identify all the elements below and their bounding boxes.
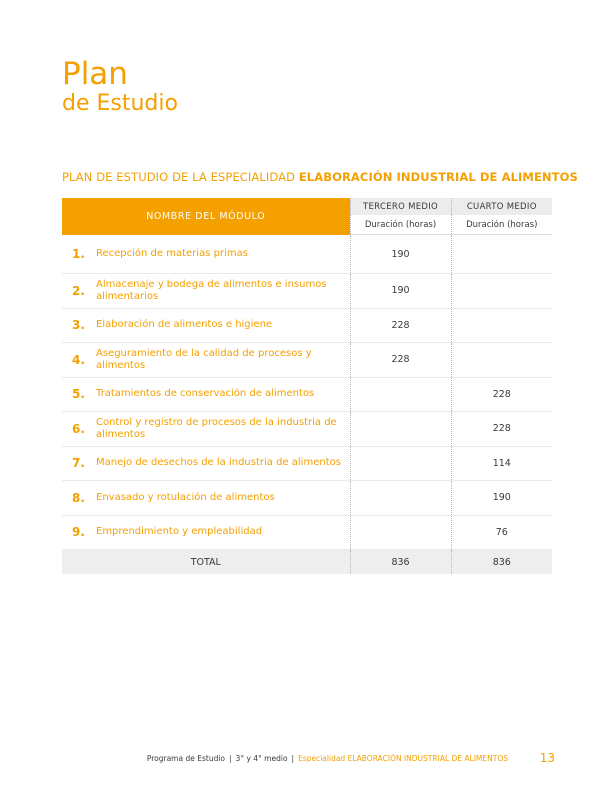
table-row: [62, 481, 552, 516]
module-hours-year3: [350, 412, 451, 447]
year3-duration-label: Duración (horas): [350, 215, 451, 235]
module-hours-year3: [350, 446, 451, 481]
table-row: [62, 515, 552, 550]
table-row: [62, 446, 552, 481]
module-number: 3.: [62, 308, 96, 343]
module-hours-year4: [451, 308, 552, 343]
year4-header: CUARTO MEDIO: [451, 198, 552, 215]
study-plan-table: [62, 198, 552, 574]
module-hours-year3: [350, 515, 451, 550]
module-name: Almacenaje y bodega de alimentos e insumos alimentarios: [96, 274, 350, 309]
module-hours-year3: [350, 481, 451, 516]
table-row: [62, 274, 552, 309]
table-row: [62, 377, 552, 412]
module-hours-year4: 228: [451, 412, 552, 447]
section-heading-emphasis: ELABORACIÓN INDUSTRIAL DE ALIMENTOS: [298, 170, 578, 184]
page-footer: [0, 750, 600, 770]
module-hours-year4: 190: [451, 481, 552, 516]
module-hours-year4: 228: [451, 377, 552, 412]
footer-text: [147, 754, 508, 763]
module-hours-year3: [350, 377, 451, 412]
section-heading: [62, 170, 578, 184]
module-number: 4.: [62, 343, 96, 378]
total-label: TOTAL: [62, 550, 350, 575]
page-number: 13: [539, 751, 555, 765]
title-block: [62, 56, 178, 118]
module-number: 6.: [62, 412, 96, 447]
page-title: Plan: [62, 56, 128, 92]
page-subtitle: de Estudio: [62, 91, 178, 116]
footer-separator: |: [291, 754, 295, 763]
footer-specialty: Especialidad ELABORACIÓN INDUSTRIAL DE ALIMENTOS: [298, 754, 508, 763]
module-hours-year3: 190: [350, 274, 451, 309]
section-heading-prefix: PLAN DE ESTUDIO DE LA ESPECIALIDAD: [62, 170, 299, 184]
total-row: [62, 550, 552, 575]
module-hours-year3: 228: [350, 308, 451, 343]
footer-level: 3° y 4° medio: [235, 754, 288, 763]
module-hours-year4: [451, 343, 552, 378]
module-number: 9.: [62, 515, 96, 550]
module-name: Tratamientos de conservación de alimentos: [96, 377, 350, 412]
module-hours-year4: [451, 235, 552, 274]
module-name: Manejo de desechos de la industria de alimentos: [96, 446, 350, 481]
table-row: [62, 343, 552, 378]
table-body: [62, 235, 552, 575]
total-hours-year3: 836: [350, 550, 451, 575]
footer-separator: |: [229, 754, 232, 763]
module-name: Elaboración de alimentos e higiene: [96, 308, 350, 343]
module-name: Control y registro de procesos de la industria de alimentos: [96, 412, 350, 447]
table-row: [62, 235, 552, 274]
module-name: Emprendimiento y empleabilidad: [96, 515, 350, 550]
module-number: 7.: [62, 446, 96, 481]
module-name: Envasado y rotulación de alimentos: [96, 481, 350, 516]
module-name: Recepción de materias primas: [96, 235, 350, 274]
module-hours-year4: 114: [451, 446, 552, 481]
module-number: 8.: [62, 481, 96, 516]
module-name-header: NOMBRE DEL MÓDULO: [62, 198, 350, 235]
table-row: [62, 412, 552, 447]
footer-program: Programa de Estudio: [146, 754, 226, 763]
module-number: 2.: [62, 274, 96, 309]
module-hours-year4: 76: [451, 515, 552, 550]
module-hours-year3: 228: [350, 343, 451, 378]
module-number: 1.: [62, 235, 96, 274]
year4-duration-label: Duración (horas): [451, 215, 552, 235]
module-hours-year3: 190: [350, 235, 451, 274]
module-hours-year4: [451, 274, 552, 309]
module-number: 5.: [62, 377, 96, 412]
module-name: Aseguramiento de la calidad de procesos y alimentos: [96, 343, 350, 378]
year3-header: TERCERO MEDIO: [350, 198, 451, 215]
total-hours-year4: 836: [451, 550, 552, 575]
table-row: [62, 308, 552, 343]
